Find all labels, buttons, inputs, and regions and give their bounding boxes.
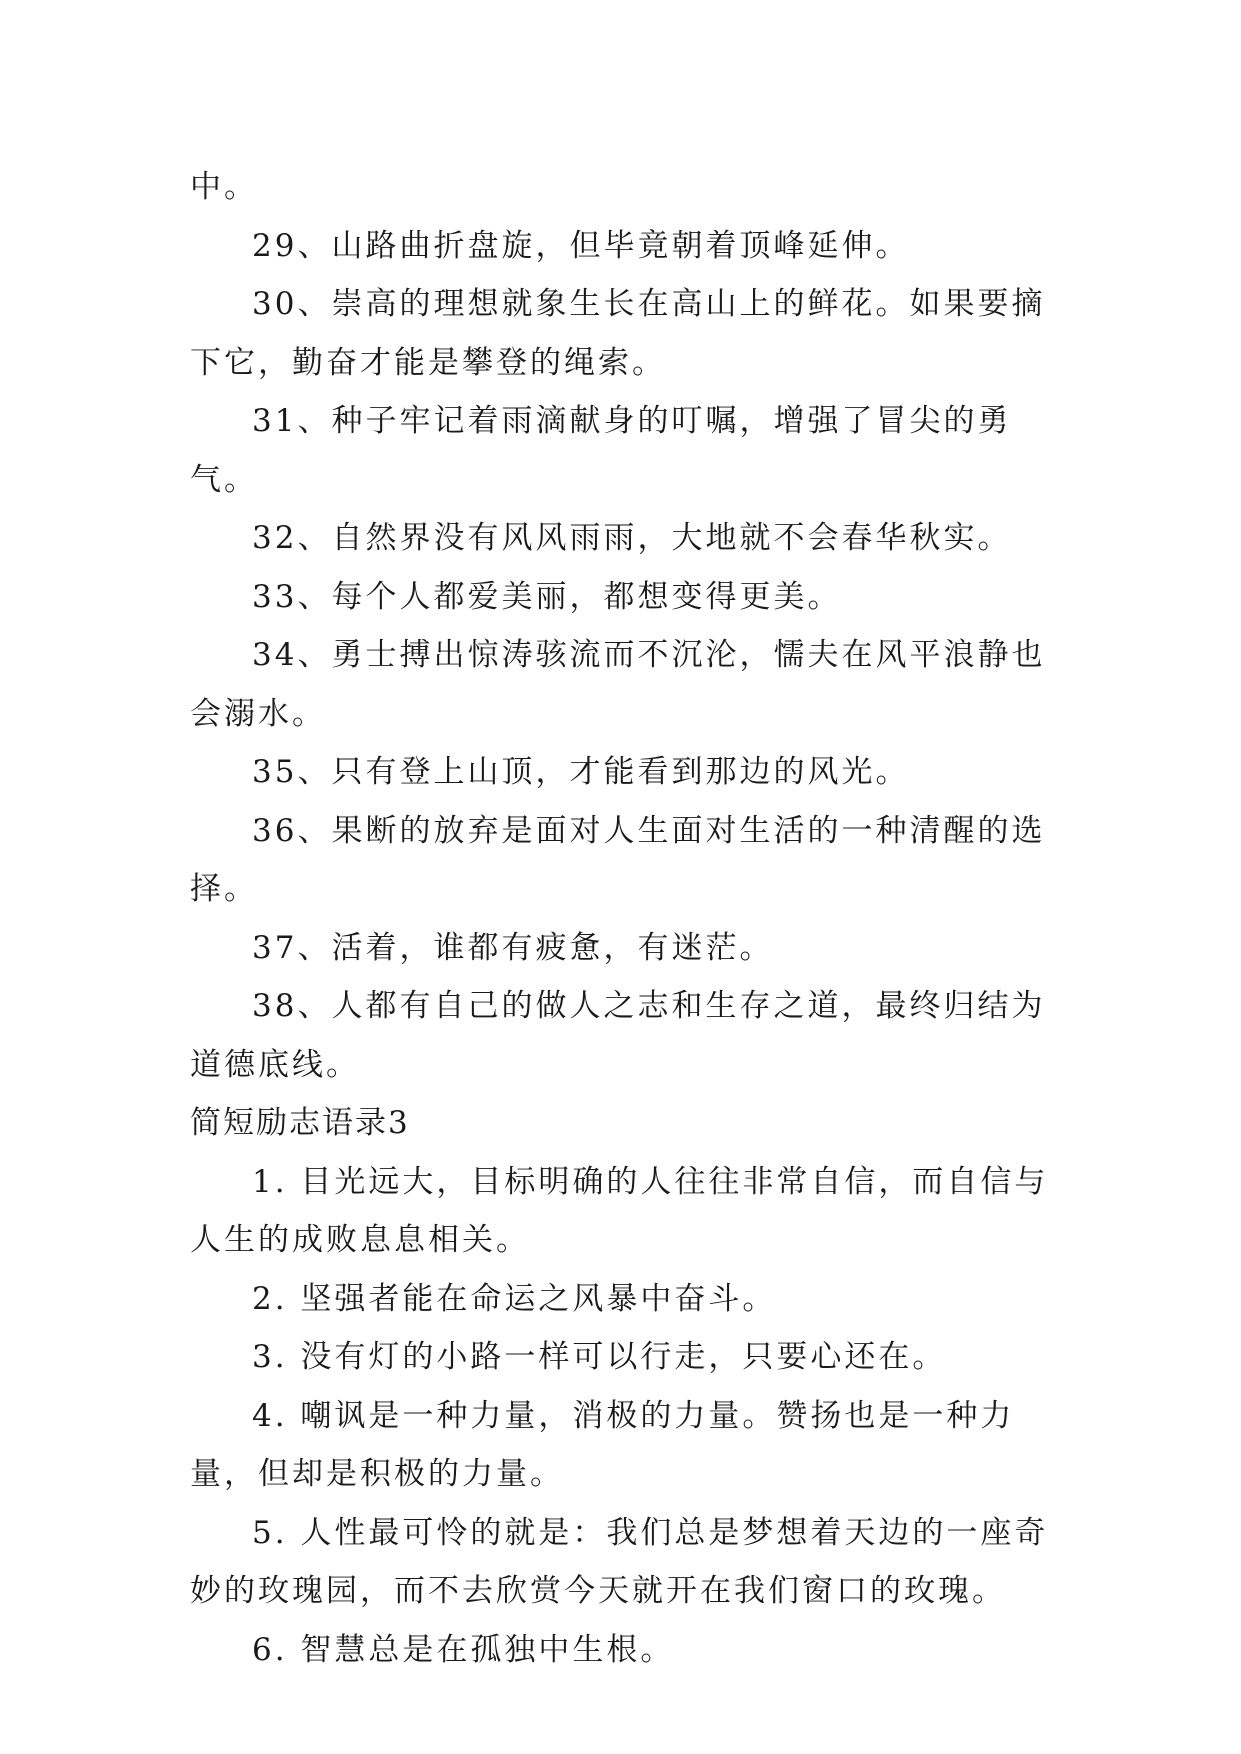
quote-29: 29、山路曲折盘旋，但毕竟朝着顶峰延伸。	[252, 227, 910, 264]
section-quote-6: 6. 智慧总是在孤独中生根。	[252, 1631, 675, 1668]
section-quote-1: 1. 目光远大，目标明确的人往往非常自信，而自信与人生的成败息息相关。	[190, 1163, 1049, 1258]
section-quote-5: 5. 人性最可怜的就是：我们总是梦想着天边的一座奇妙的玫瑰园，而不去欣赏今天就开在我们窗口的玫瑰。	[190, 1514, 1049, 1609]
quote-38: 38、人都有自己的做人之志和生存之道，最终归结为道德底线。	[190, 988, 1046, 1083]
quote-33: 33、每个人都爱美丽，都想变得更美。	[252, 578, 842, 615]
section-quote-3: 3. 没有灯的小路一样可以行走，只要心还在。	[252, 1339, 947, 1375]
section-heading: 简短励志语录3	[190, 1105, 410, 1141]
quote-37: 37、活着，谁都有疲惫，有迷茫。	[252, 929, 774, 966]
quote-36: 36、果断的放弃是面对人生面对生活的一种清醒的选择。	[190, 812, 1046, 907]
quote-32: 32、自然界没有风风雨雨，大地就不会春华秋实。	[252, 520, 1012, 556]
quote-35: 35、只有登上山顶，才能看到那边的风光。	[252, 754, 910, 790]
quote-34: 34、勇士搏出惊涛骇流而不沉沦，懦夫在风平浪静也会溺水。	[190, 637, 1046, 732]
document-body	[190, 158, 1050, 1679]
section-quote-2: 2. 坚强者能在命运之风暴中奋斗。	[252, 1280, 777, 1317]
section-quote-4: 4. 嘲讽是一种力量，消极的力量。赞扬也是一种力量，但却是积极的力量。	[190, 1397, 1015, 1492]
paragraph-continuation: 中。	[190, 169, 258, 205]
quote-30: 30、崇高的理想就象生长在高山上的鲜花。如果要摘下它，勤奋才能是攀登的绳索。	[190, 286, 1046, 381]
quote-31: 31、种子牢记着雨滴献身的叮嘱，增强了冒尖的勇气。	[190, 403, 1012, 498]
